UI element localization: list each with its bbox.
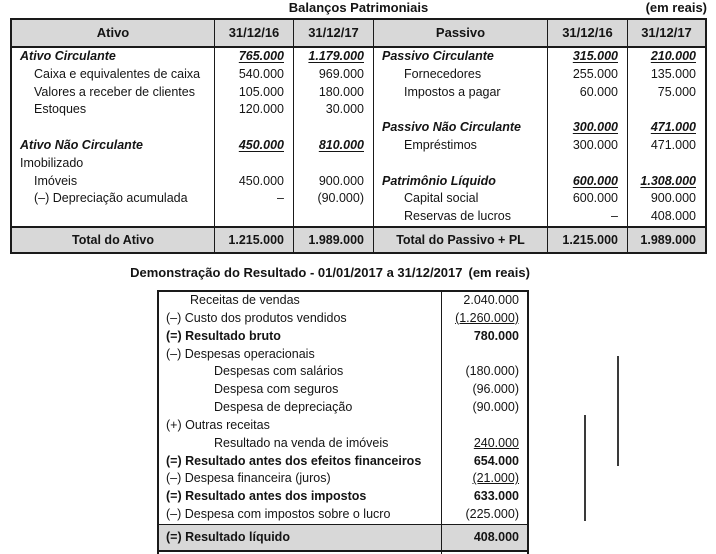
line-item-value: 408.000 <box>441 525 527 550</box>
income-statement-row <box>159 488 527 506</box>
income-statement-row <box>159 346 527 364</box>
account-value: 600.000 <box>547 190 627 208</box>
income-statement-row <box>159 399 527 417</box>
income-statement-row <box>159 363 527 381</box>
balance-sheet-unit-note: (em reais) <box>645 0 707 15</box>
account-value: 900.000 <box>627 190 705 208</box>
account-label: Patrimônio Líquido <box>373 173 547 191</box>
income-statement-row <box>159 292 527 310</box>
balance-row <box>12 137 373 155</box>
header-date-4: 31/12/17 <box>627 20 705 46</box>
balance-row <box>12 66 373 84</box>
account-value: 765.000 <box>214 48 293 66</box>
balance-row <box>12 101 373 119</box>
total-ativo-v1: 1.215.000 <box>214 228 293 252</box>
account-value: (90.000) <box>293 190 373 208</box>
account-value <box>293 208 373 226</box>
income-statement-row <box>159 417 527 435</box>
balance-sheet-header-row <box>12 20 705 48</box>
account-label: Capital social <box>373 190 547 208</box>
account-value: 120.000 <box>214 101 293 119</box>
balance-row <box>373 84 705 102</box>
account-label: Reservas de lucros <box>373 208 547 226</box>
total-passivo-v2: 1.989.000 <box>627 228 705 252</box>
line-item-value: 2.040.000 <box>441 292 527 310</box>
account-value: 300.000 <box>547 137 627 155</box>
balance-sheet-body <box>12 48 705 226</box>
assets-column <box>12 48 373 226</box>
account-value: 75.000 <box>627 84 705 102</box>
income-statement-row <box>159 435 527 453</box>
header-ativo: Ativo <box>96 25 130 40</box>
line-item-label: Resultado na venda de imóveis <box>214 435 389 450</box>
account-value: 300.000 <box>547 119 627 137</box>
scan-artifact-line <box>584 415 586 521</box>
balance-row <box>373 66 705 84</box>
line-item-label: (–) Custo dos produtos vendidos <box>166 310 347 325</box>
account-label: Empréstimos <box>373 137 547 155</box>
balance-row <box>12 48 373 66</box>
header-date-1: 31/12/16 <box>214 20 293 46</box>
header-date-2: 31/12/17 <box>293 20 373 46</box>
account-value: 135.000 <box>627 66 705 84</box>
account-label: Ativo Circulante <box>20 49 116 63</box>
account-value: 600.000 <box>547 173 627 191</box>
account-value <box>547 101 627 119</box>
account-value: 105.000 <box>214 84 293 102</box>
balance-row-blank <box>373 101 705 119</box>
account-value: 408.000 <box>627 208 705 226</box>
income-statement-row <box>159 328 527 346</box>
account-value: 1.179.000 <box>293 48 373 66</box>
account-value <box>293 155 373 173</box>
balance-row <box>12 84 373 102</box>
line-item-label: Despesa de depreciação <box>214 400 353 415</box>
account-label: Passivo Circulante <box>373 48 547 66</box>
income-statement-row <box>159 506 527 524</box>
income-statement-table <box>157 290 529 554</box>
account-value <box>627 101 705 119</box>
account-value: 255.000 <box>547 66 627 84</box>
income-statement-row <box>159 310 527 328</box>
account-label: Imobilizado <box>20 155 84 170</box>
account-value: 540.000 <box>214 66 293 84</box>
account-value: 450.000 <box>214 173 293 191</box>
balance-sheet-title: Balanços Patrimoniais <box>288 0 429 15</box>
account-value <box>547 155 627 173</box>
line-item-label: (–) Despesa com impostos sobre o lucro <box>166 507 391 522</box>
balance-row <box>373 173 705 191</box>
account-value <box>293 119 373 137</box>
account-label <box>12 208 214 226</box>
balance-sheet-table <box>10 18 707 254</box>
liabilities-column <box>373 48 705 226</box>
balance-row <box>12 173 373 191</box>
line-item-value: 240.000 <box>441 435 527 453</box>
balance-row <box>12 155 373 173</box>
account-label: Imóveis <box>34 173 78 188</box>
line-item-label: (+) Outras receitas <box>166 417 270 432</box>
account-value: 471.000 <box>627 119 705 137</box>
income-statement-title-text: Demonstração do Resultado - 01/01/2017 a 31/12/2017 <box>130 265 463 280</box>
line-item-value: (225.000) <box>441 506 527 524</box>
account-label: Passivo Não Circulante <box>373 119 547 137</box>
account-value: 30.000 <box>293 101 373 119</box>
account-label <box>12 119 214 137</box>
balance-row <box>373 119 705 137</box>
line-item-value: (90.000) <box>441 399 527 417</box>
total-ativo-label: Total do Ativo <box>72 232 154 247</box>
balance-row <box>373 48 705 66</box>
line-item-label: (–) Despesa financeira (juros) <box>166 471 331 486</box>
income-statement-row <box>159 381 527 399</box>
line-item-value: (1.260.000) <box>441 310 527 328</box>
balance-row-blank <box>12 208 373 226</box>
account-label <box>373 155 547 173</box>
line-item-value: (96.000) <box>441 381 527 399</box>
line-item-value: (21.000) <box>441 470 527 488</box>
balance-row-blank <box>373 155 705 173</box>
line-item-value <box>441 346 527 364</box>
account-value: 969.000 <box>293 66 373 84</box>
line-item-value: 780.000 <box>441 328 527 346</box>
account-label <box>373 101 547 119</box>
line-item-value: 654.000 <box>441 453 527 471</box>
line-item-label: (=) Resultado líquido <box>166 529 290 544</box>
account-label: Estoques <box>34 102 87 117</box>
account-value: 1.308.000 <box>627 173 705 191</box>
line-item-label: (=) Resultado antes dos efeitos financeiros <box>166 453 422 468</box>
account-value: 810.000 <box>293 137 373 155</box>
balance-sheet-total-row <box>12 226 705 252</box>
total-ativo-v2: 1.989.000 <box>293 228 373 252</box>
account-value: 315.000 <box>547 48 627 66</box>
line-item-value: (180.000) <box>441 363 527 381</box>
account-value: 450.000 <box>214 137 293 155</box>
line-item-label: Receitas de vendas <box>190 293 300 307</box>
line-item-value <box>441 417 527 435</box>
account-value: 471.000 <box>627 137 705 155</box>
income-statement-unit-note: (em reais) <box>468 265 530 280</box>
account-label: Caixa e equivalentes de caixa <box>34 66 201 81</box>
balance-row-blank <box>12 119 373 137</box>
balance-row <box>373 190 705 208</box>
balance-row <box>373 208 705 226</box>
account-label: Fornecedores <box>373 66 547 84</box>
account-value <box>627 155 705 173</box>
line-item-label: (=) Resultado antes dos impostos <box>166 489 367 504</box>
income-statement-rows <box>159 292 527 552</box>
income-statement-row <box>159 453 527 471</box>
line-item-label: Despesas com salários <box>214 364 344 379</box>
account-label: Impostos a pagar <box>373 84 547 102</box>
line-item-label: (–) Despesas operacionais <box>166 346 315 361</box>
account-label: (–) Depreciação acumulada <box>34 191 188 206</box>
total-passivo-v1: 1.215.000 <box>547 228 627 252</box>
balance-row <box>12 190 373 208</box>
account-value: 900.000 <box>293 173 373 191</box>
line-item-label: Despesa com seguros <box>214 382 339 397</box>
line-item-label: (=) Resultado bruto <box>166 328 281 343</box>
income-statement-row <box>159 524 527 552</box>
header-passivo: Passivo <box>373 20 547 46</box>
account-value: 60.000 <box>547 84 627 102</box>
line-item-value: 633.000 <box>441 488 527 506</box>
account-value <box>214 208 293 226</box>
account-value: 180.000 <box>293 84 373 102</box>
account-label: Ativo Não Circulante <box>20 137 143 152</box>
scan-artifact-line <box>617 356 619 466</box>
account-value: – <box>547 208 627 226</box>
account-value: – <box>214 190 293 208</box>
header-date-3: 31/12/16 <box>547 20 627 46</box>
account-value: 210.000 <box>627 48 705 66</box>
income-statement-title <box>110 265 550 281</box>
account-value <box>214 155 293 173</box>
balance-row <box>373 137 705 155</box>
account-label: Valores a receber de clientes <box>34 84 195 99</box>
account-value <box>214 119 293 137</box>
total-passivo-label: Total do Passivo + PL <box>373 228 547 252</box>
income-statement-row <box>159 470 527 488</box>
